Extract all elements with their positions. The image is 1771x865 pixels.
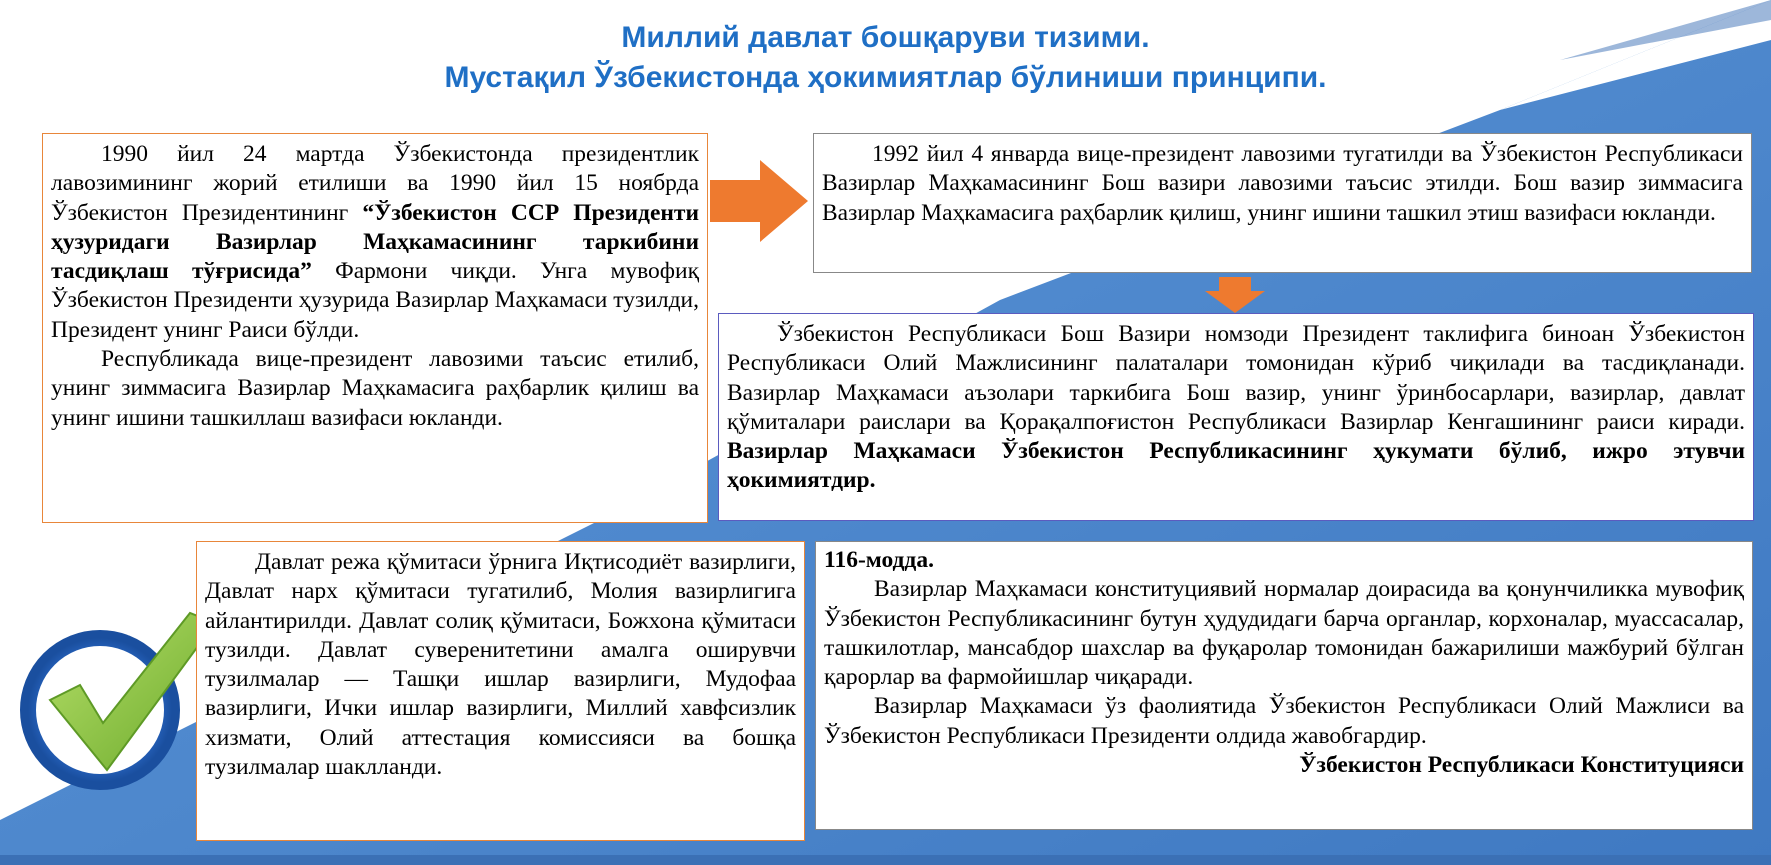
text-box-ministries bbox=[196, 541, 805, 841]
title-line-2: Мустақил Ўзбекистонда ҳокимиятлар бўлиниши принципи. bbox=[444, 61, 1327, 94]
box1-text-b: Фармони чиқди. Унга мувофиқ Ўзбекистон Президенти ҳузурида Вазирлар Маҳкамаси тузилди, Президент унинг Раиси бўлди. bbox=[51, 258, 699, 343]
box1-paragraph-1 bbox=[51, 140, 699, 345]
box5-paragraph-1: Вазирлар Маҳкамаси конституциявий нормалар доирасида ва қонунчиликка мувофиқ Ўзбекистон Республикасининг бутун ҳудудидаги барча органлар, корхоналар, муассасалар, ташкилотлар, мансабдор шахслар ва фуқаролар томонидан бажарилиши мажбурий бўлган қарорлар ва фармойишлар чиқаради. bbox=[824, 576, 1744, 691]
box5-paragraph-2: Вазирлар Маҳкамаси ўз фаолиятида Ўзбекистон Республикаси Олий Мажлиси ва Ўзбекистон Республикаси Президенти олдида жавобгардир. bbox=[824, 693, 1744, 749]
right-arrow-icon bbox=[710, 160, 810, 242]
text-box-article-116 bbox=[815, 541, 1753, 830]
box2-paragraph-1: 1992 йил 4 январда вице-президент лавозими тугатилди ва Ўзбекистон Республикаси Вазирлар Маҳкамасининг Бош вазири лавозими таъсис этилди. Бош вазир зиммасига Вазирлар Маҳкамасига раҳбарлик қилиш, унинг ишини ташкил этиш вазифаси юкланди. bbox=[822, 141, 1743, 226]
box1-decree-title: “Ўзбекистон ССР Президенти ҳузуридаги Вазирлар Маҳкамасининг таркибини тасдиқлаш тўғрисида” bbox=[51, 199, 699, 285]
page-title bbox=[0, 18, 1771, 98]
box4-paragraph-1: Давлат режа қўмитаси ўрнига Иқтисодиёт вазирлиги, Давлат нарх қўмитаси тугатилиб, Молия вазирлигига айлантирилди. Давлат солиқ қўмитаси, Божхона қўмитаси тузилди. Давлат суверенитетини амалга оширувчи тузилмалар — Ташқи ишлар вазирлиги, Мудофаа вазирлиги, Ички ишлар вазирлиги, Миллий хавфсизлик хизмати, Олий аттестация комиссияси ва бошқа тузилмалар шаклланди. bbox=[205, 549, 796, 781]
checkmark-icon bbox=[15, 605, 220, 790]
down-arrow-icon bbox=[1205, 277, 1265, 313]
box1-paragraph-2: Республикада вице-президент лавозими таъсис етилиб, унинг зиммасига Вазирлар Маҳкамасига раҳбарлик қилиш ва унинг ишини ташкиллаш вазифаси юкланди. bbox=[51, 346, 699, 431]
box3-conclusion: Вазирлар Маҳкамаси Ўзбекистон Республикасининг ҳукумати бўлиб, ижро этувчи ҳокимиятдир. bbox=[727, 438, 1745, 494]
text-box-prime-minister bbox=[718, 313, 1754, 521]
article-heading bbox=[824, 546, 1744, 575]
title-line-1: Миллий давлат бошқаруви тизими. bbox=[621, 21, 1150, 54]
article-number: 116-модда. bbox=[824, 547, 934, 573]
text-box-1990 bbox=[42, 133, 708, 523]
constitution-source: Ўзбекистон Республикаси Конституцияси bbox=[1299, 752, 1744, 779]
box3-text-a: Ўзбекистон Республикаси Бош Вазири номзоди Президент таклифига биноан Ўзбекистон Республикаси Олий Мажлисининг палаталари томонидан кўриб чиқилади ва тасдиқланади. Вазирлар Маҳкамаси аъзолари таркибига Бош вазир, унинг ўринбосарлари, вазирлар, давлат қўмиталари раислари ва Қорақалпоғистон Республикаси Вазирлар Кенгашининг раиси киради. bbox=[727, 321, 1745, 435]
box3-paragraph-1 bbox=[727, 320, 1745, 496]
box1-text-a: 1990 йил 24 мартда Ўзбекистонда президентлик лавозимининг жорий етилиши ва 1990 йил 15 ноябрда Ўзбекистон Президентининг bbox=[51, 141, 699, 226]
text-box-1992 bbox=[813, 133, 1752, 273]
